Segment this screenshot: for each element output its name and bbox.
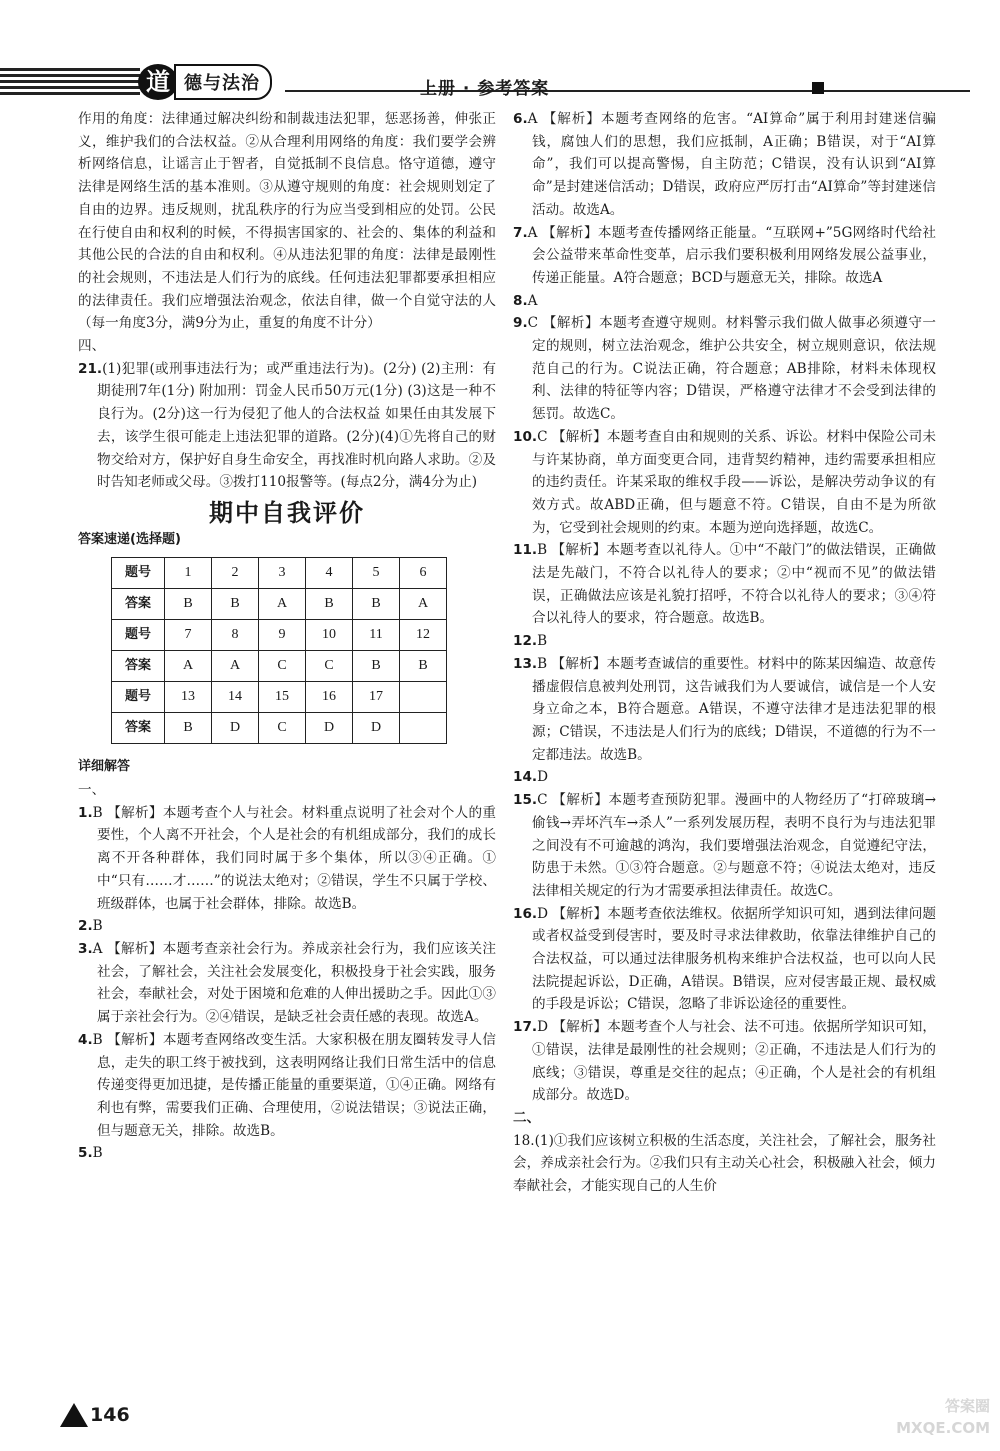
section-title: 期中自我评价: [209, 498, 365, 527]
answer-text: B: [537, 633, 548, 650]
answer-num: 3.: [78, 940, 93, 957]
answer-num: 9.: [513, 315, 528, 332]
num-cell: 7: [165, 620, 212, 651]
answer-text: D 【解析】本题考查依法维权。依据所学知识可知，遇到法律问题或者权益受到侵害时，要及时寻求法律救助，依靠法律维护自己的合法权益，可以通过法律服务机构来维护合法权益，也可以向人民法院提起诉讼，D正确，A错误。B错误，应对侵害最正规、最权威的手段是诉讼；C错误，忽略了非诉讼途径的重要性。: [532, 905, 936, 1013]
answer-text: B: [92, 1145, 103, 1162]
ans-cell: C: [259, 713, 306, 744]
answer-num: 二、: [513, 1109, 541, 1126]
answer-item: [78, 1029, 496, 1143]
answer-item: [513, 312, 936, 426]
num-cell: 14: [212, 682, 259, 713]
ans-cell: B: [306, 589, 353, 620]
num-label-cell: 题号: [112, 558, 165, 589]
answer-item: [513, 766, 936, 789]
answer-item: [513, 903, 936, 1017]
num-cell: 11: [353, 620, 400, 651]
answer-item: [513, 653, 936, 767]
answer-item: [513, 290, 936, 313]
answer-num: 6.: [513, 111, 528, 127]
watermark-line2: MXQE.COM: [896, 1419, 990, 1437]
table-row: [112, 713, 447, 744]
answer-text: D 【解析】本题考查个人与社会、法不可违。依据所学知识可知，①错误，法律是最刚性的社会规则；②正确，不违法是人们行为的底线；③错误，尊重是交往的起点；④正确，个人是社会的有机组成部分。故选D。: [532, 1019, 936, 1104]
num-cell: 5: [353, 558, 400, 589]
left-column: [78, 108, 496, 1165]
ans-cell: A: [165, 651, 212, 682]
right-column: [513, 108, 936, 1198]
answer-item: [513, 630, 936, 653]
num-cell: [400, 682, 447, 713]
answer-text: B 【解析】本题考查个人与社会。材料重点说明了社会对个人的重要性，个人离不开社会，个人是社会的有机组成部分，我们的成长离不开各种群体，我们同时属于多个集体，所以③④正确。①中“只有……才……”的说法太绝对；②错误，学生不只属于学校、班级群体，也属于社会群体，排除。故选B。: [92, 804, 496, 912]
num-label-cell: 题号: [112, 682, 165, 713]
ans-cell: C: [259, 651, 306, 682]
ans-cell: B: [400, 651, 447, 682]
answer-num: 12.: [513, 633, 538, 650]
answer-num: 16.: [513, 905, 538, 922]
answer-num: 7.: [513, 224, 528, 241]
ans-cell: D: [306, 713, 353, 744]
header-square-icon: [812, 82, 824, 94]
header-stripes: [0, 68, 140, 96]
ans-label-cell: 答案: [112, 713, 165, 744]
num-cell: 2: [212, 558, 259, 589]
ans-cell: A: [212, 651, 259, 682]
num-label-cell: 题号: [112, 620, 165, 651]
num-cell: 12: [400, 620, 447, 651]
ans-label-cell: 答案: [112, 651, 165, 682]
brand-first-char: 道: [138, 64, 178, 100]
ans-cell: B: [353, 651, 400, 682]
answer-num: 14.: [513, 769, 538, 786]
ans-cell: B: [165, 589, 212, 620]
answer-text: C 【解析】本题考查遵守规则。材料警示我们做人做事必须遵守一定的规则，树立法治观念，维护公共安全，树立规则意识，依法规范自己的行为。C说法正确，符合题意；AB排除，材料未体现权利、法律的特征等内容；D错误，严格遵守法律才不会受到法律的惩罚。故选C。: [527, 315, 936, 423]
answer-text: B 【解析】本题考查网络改变生活。大家积极在朋友圈转发寻人信息，走失的职工终于被找到，这表明网络让我们日常生活中的信息传递变得更加迅捷，是传播正能量的重要渠道，①④正确。网络有利也有弊，需要我们正确、合理使用，②说法错误；③说法正确，但与题意无关，排除。故选B。: [92, 1031, 496, 1139]
answer-text: B 【解析】本题考查以礼待人。①中“不敲门”的做法错误，正确做法是先敲门，不符合以礼待人的要求；②中“视而不见”的做法错误，正确做法应该是礼貌打招呼，不符合以礼待人的要求；③④符合以礼待人的要求，符合题意。故选B。: [532, 542, 936, 627]
answer-text: B 【解析】本题考查诚信的重要性。材料中的陈某因编造、故意传播虚假信息被判处刑罚，这告诫我们为人要诚信，诚信是一个人安身立命之本，B符合题意。A错误，不遵守法律才是违法犯罪的根源；C错误，不违法是人们行为的底线；D错误，不道德的行为不一定都违法。故选B。: [532, 655, 936, 763]
answer-item: [513, 108, 936, 222]
num-cell: 8: [212, 620, 259, 651]
detail-section-one: 一、: [78, 782, 106, 799]
answer-text: (1)犯罪(或刑事违法行为；或严重违法行为)。(2分) (2)主刑：有期徒刑7年(1分) 附加刑：罚金人民币50万元(1分) (3)这是一种不良行为。(2分)这一行为侵犯了他人的合法权益 如果任由其发展下去，该学生很可能走上违法犯罪的道路。(2分)(4)①先将自己的财物交给对方，保护好自身生命安全，再找准时机向路人求助。②及时告知老师或父母。③拨打110报警等。(每点2分，满4分为止): [97, 360, 496, 491]
answer-item: [513, 426, 936, 540]
ans-cell: D: [212, 713, 259, 744]
answer-table: [111, 557, 447, 744]
answer-text: A: [527, 292, 538, 309]
left-para-cont: 作用的角度：法律通过解决纠纷和制裁违法犯罪，惩恶扬善，伸张正义，维护我们的合法权益。②从合理利用网络的角度：我们要学会辨析网络信息，让谣言止于智者，自觉抵制不良信息。恪守道德，遵守法律是网络生活的基本准则。③从遵守规则的角度：社会规则划定了自由的边界。违反规则，扰乱秩序的行为应当受到相应的处罚。公民在行使自由和权利的时候，不得损害国家的、社会的、集体的利益和其他公民的合法的自由和权利。④从违法犯罪的角度：法律是最刚性的社会规则，不违法是人们行为的底线。任何违法犯罪都要承担相应的法律责任。我们应增强法治观念，依法自律，做一个自觉守法的人（每一角度3分，满9分为止，重复的角度不计分）: [78, 111, 496, 332]
ans-cell: A: [259, 589, 306, 620]
section-four-label: 四、: [78, 338, 106, 355]
table-row: [112, 620, 447, 651]
page-header: [0, 60, 1000, 106]
answer-num: 10.: [513, 428, 538, 445]
answer-item: [513, 222, 936, 290]
section-two-label: [513, 1130, 936, 1198]
ans-cell: B: [165, 713, 212, 744]
answer-num: 11.: [513, 542, 538, 559]
table-row: [112, 589, 447, 620]
num-cell: 6: [400, 558, 447, 589]
watermark-line1: 答案圈: [944, 1397, 990, 1415]
answer-item: [78, 915, 496, 938]
num-cell: 1: [165, 558, 212, 589]
watermark: [820, 1395, 990, 1443]
brand-rest-chars: 德与法治: [174, 64, 272, 100]
answer-num: 21.: [78, 360, 103, 377]
num-cell: 16: [306, 682, 353, 713]
answer-item: [513, 1016, 936, 1107]
header-rule: [285, 90, 970, 92]
answer-item: [513, 1107, 936, 1130]
num-cell: 3: [259, 558, 306, 589]
mountain-icon: [60, 1403, 88, 1427]
answer-text: (1)①我们应该树立积极的生活态度，关注社会，了解社会，服务社会，养成亲社会行为。②我们只有主动关心社会，积极融入社会，倾力奉献社会，才能实现自己的人生价: [513, 1132, 936, 1195]
answer-21: [78, 358, 496, 494]
ans-cell: B: [353, 589, 400, 620]
header-title: 上册 · 参考答案: [420, 79, 550, 99]
answer-text: B: [92, 918, 103, 935]
answer-num: 1.: [78, 804, 93, 821]
num-cell: 10: [306, 620, 353, 651]
answer-text: C 【解析】本题考查自由和规则的关系、诉讼。材料中保险公司未与许某协商，单方面变更合同，违背契约精神，违约需要承担相应的违约责任。许某采取的维权手段——诉讼，是解决劳动争议的有效方式。故ABD正确，但与题意不符。C错误，自由不是为所欲为，它受到社会规则的约束。本题为逆向选择题，故选C。: [532, 428, 936, 536]
ans-cell: D: [353, 713, 400, 744]
answer-text: A 【解析】本题考查传播网络正能量。“互联网+”5G网络时代给社会公益带来革命性变革，启示我们要积极利用网络发展公益事业，传递正能量。A符合题意；BCD与题意无关，排除。故选A: [527, 224, 936, 286]
answer-item: [513, 789, 936, 903]
answer-item: [78, 1142, 496, 1165]
answer-text: A 【解析】本题考查网络的危害。“AI算命”属于利用封建迷信骗钱，腐蚀人们的思想，我们应抵制，A正确；B错误，对于“AI算命”，我们可以提高警惕，自主防范；C错误，没有认识到“AI算命”是封建迷信活动；D错误，政府应严厉打击“AI算命”等封建迷信活动。故选A。: [527, 111, 936, 218]
ans-cell: [400, 713, 447, 744]
answer-text: A 【解析】本题考查亲社会行为。养成亲社会行为，我们应该关注社会，了解社会，关注社会发展变化，积极投身于社会实践，服务社会，奉献社会，对处于困境和危难的人伸出援助之手。因此①③属于亲社会行为。②④错误，是缺乏社会责任感的表现。故选A。: [92, 940, 496, 1026]
ans-cell: A: [400, 589, 447, 620]
brand-logo: [138, 64, 272, 100]
answer-item: [78, 802, 496, 916]
page-number-badge: [60, 1400, 140, 1430]
answer-num: 8.: [513, 292, 528, 309]
ans-cell: B: [212, 589, 259, 620]
answer-text: C 【解析】本题考查预防犯罪。漫画中的人物经历了“打碎玻璃→偷钱→弄坏汽车→杀人”一系列发展历程，表明不良行为与违法犯罪之间没有不可逾越的鸿沟，我们要增强法治观念，自觉遵纪守法，防患于未然。①③符合题意。②与题意不符；④说法太绝对，违反法律相关规定的行为才需要承担法律责任。故选C。: [532, 792, 936, 899]
table-row: [112, 651, 447, 682]
answer-num: 18.: [513, 1132, 535, 1149]
num-cell: 15: [259, 682, 306, 713]
page-number: 146: [90, 1404, 130, 1426]
num-cell: 4: [306, 558, 353, 589]
answer-num: 5.: [78, 1145, 93, 1162]
num-cell: 9: [259, 620, 306, 651]
answer-num: 4.: [78, 1031, 93, 1048]
ans-cell: C: [306, 651, 353, 682]
ans-label-cell: 答案: [112, 589, 165, 620]
quick-answers-label: 答案速递(选择题): [78, 531, 181, 547]
answer-item: [513, 539, 936, 630]
answer-item: [78, 938, 496, 1029]
answer-num: 15.: [513, 792, 538, 809]
answer-text: D: [537, 769, 548, 786]
answer-num: 13.: [513, 655, 538, 672]
num-cell: 17: [353, 682, 400, 713]
table-row: [112, 682, 447, 713]
num-cell: 13: [165, 682, 212, 713]
table-row: [112, 558, 447, 589]
detail-label: 详细解答: [78, 759, 131, 775]
answer-num: 2.: [78, 918, 93, 935]
answer-num: 17.: [513, 1019, 538, 1036]
